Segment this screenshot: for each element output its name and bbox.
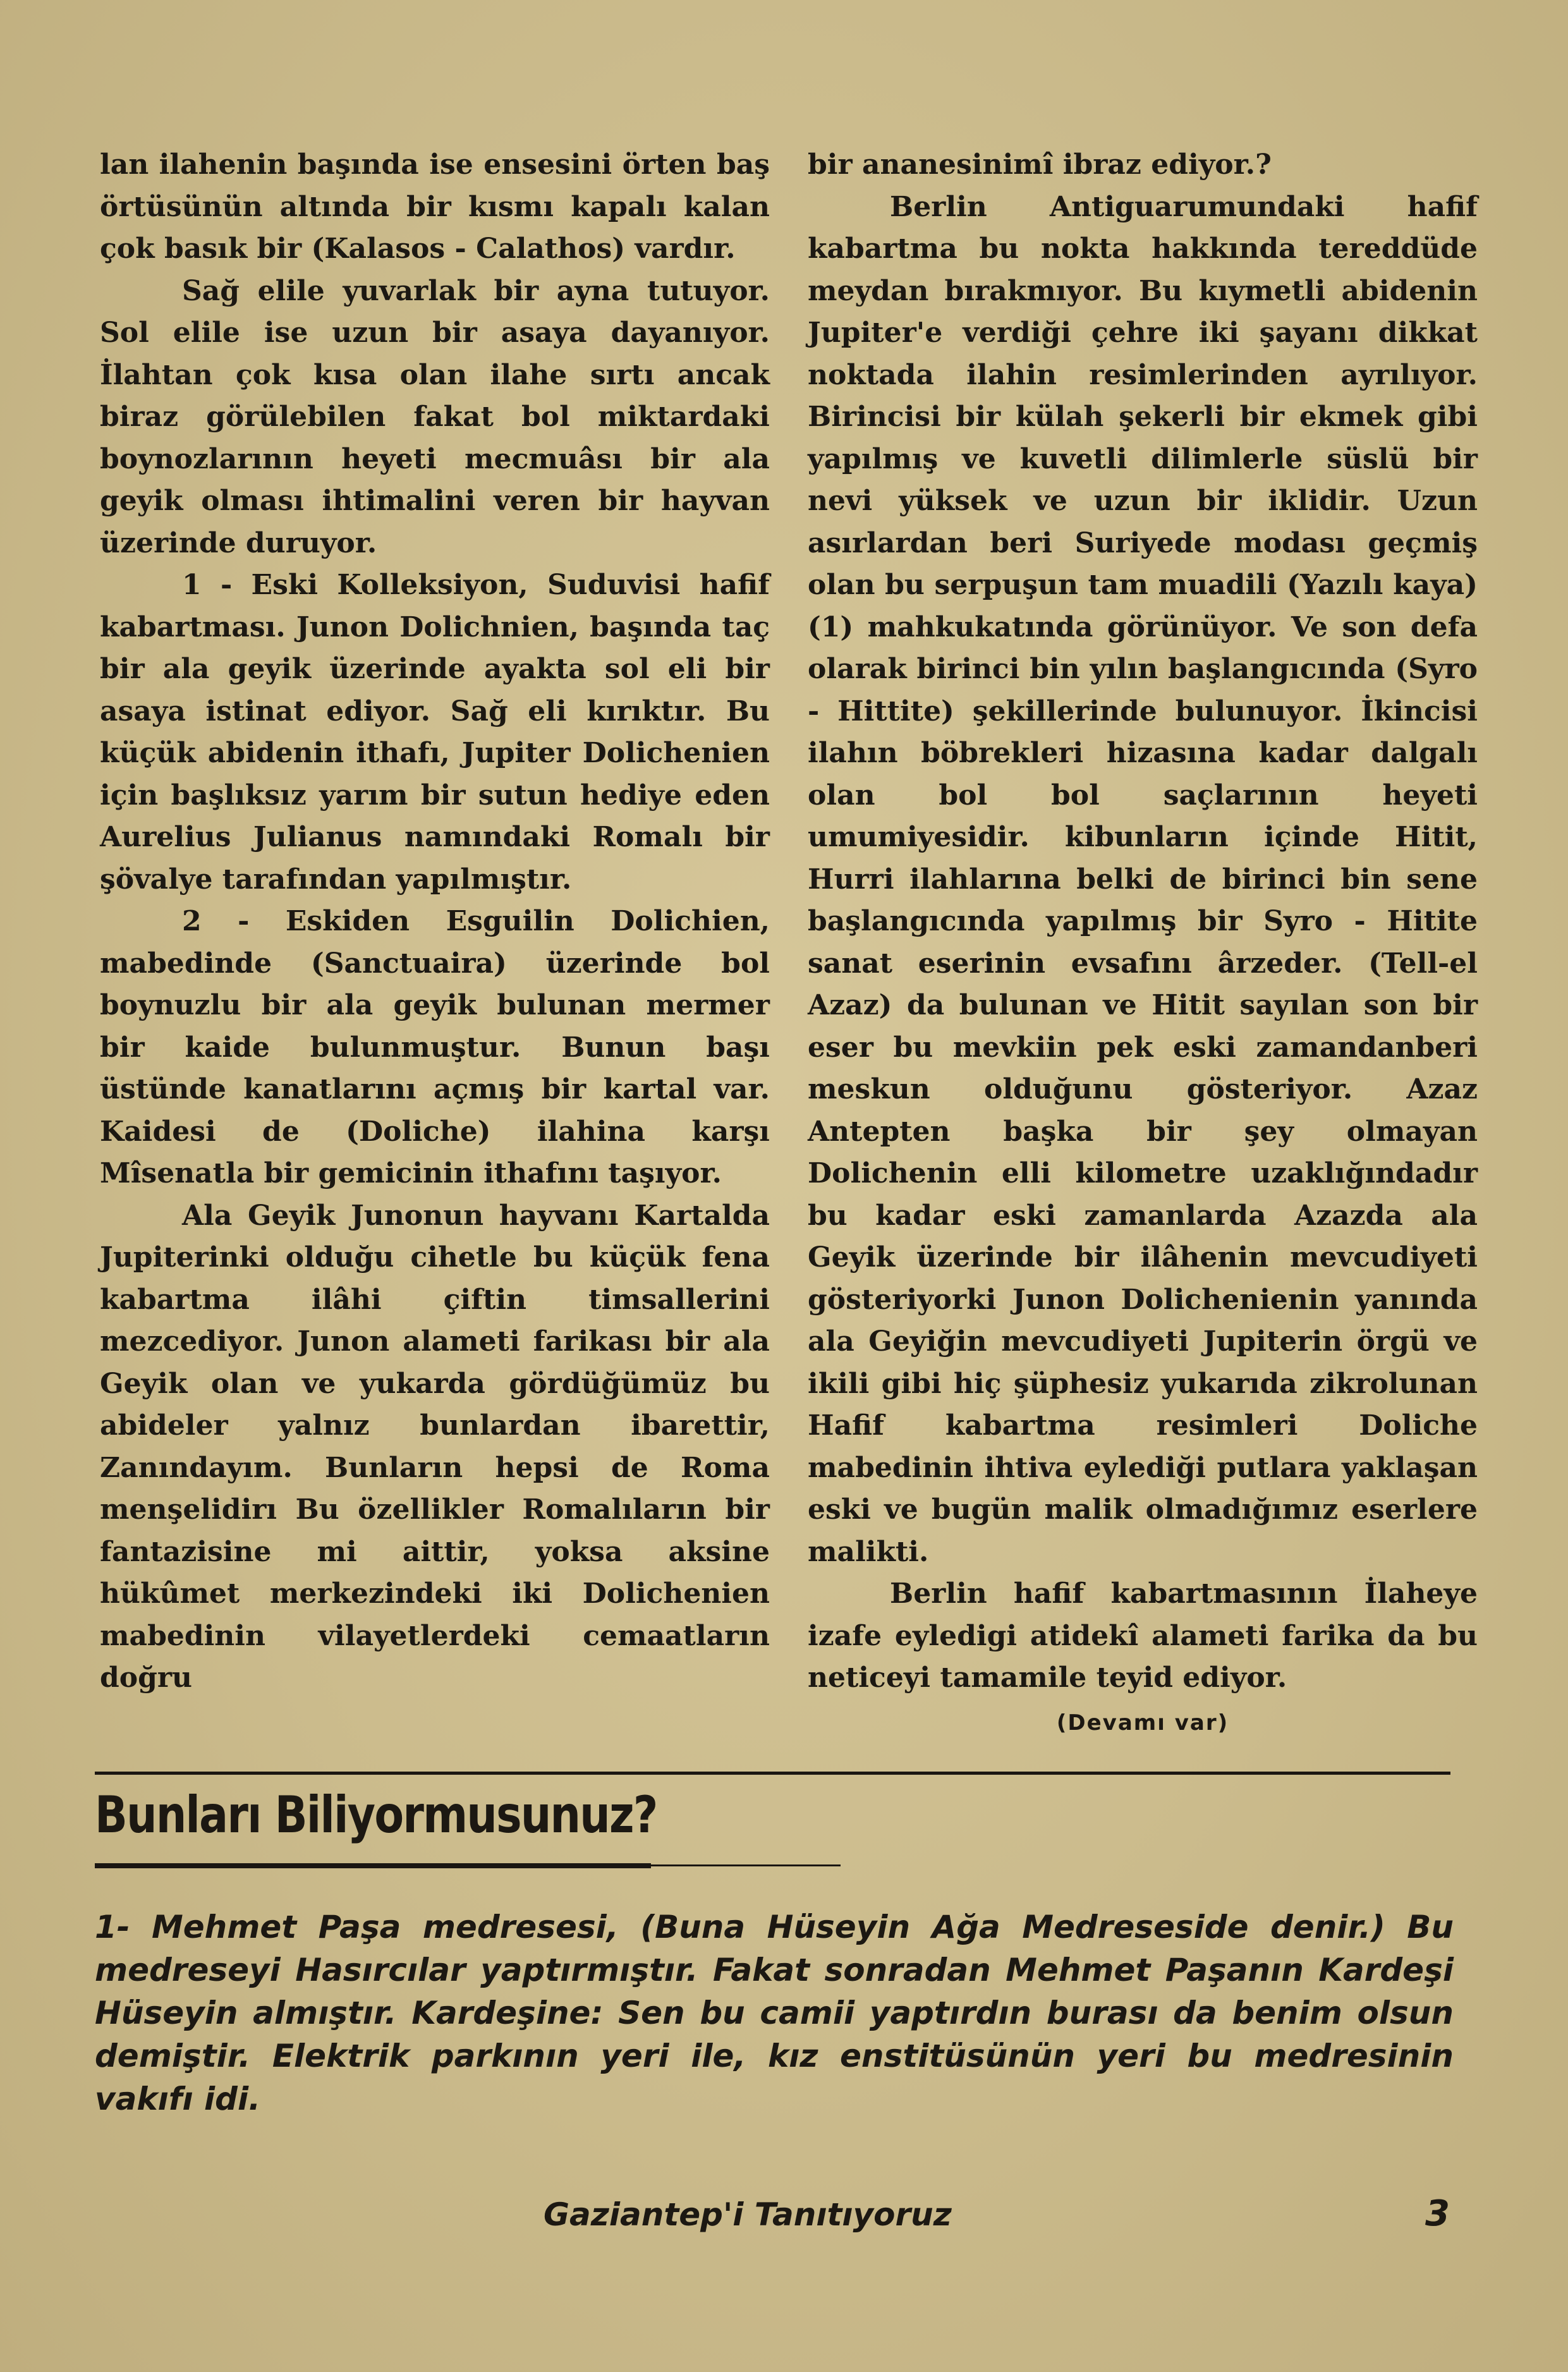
paragraph: 2 - Eskiden Esguilin Dolichien, mabedinde (Sanctuaira) üzerinde bol boynuzlu bir ala geyik bulunan mermer bir kaide bulunmuştur. Bunun başı üstünde kanatlarını açmış bir kartal var. Kaidesi de (Doliche) ilahina karşı Mîsenatla bir gemicinin ithafını taşıyor.	[100, 905, 770, 1189]
article-right-column	[808, 144, 1478, 1744]
footer-title: Gaziantep'i Tanıtıyoruz	[544, 2196, 952, 2233]
paragraph: Sağ elile yuvarlak bir ayna tutuyor. Sol elile ise uzun bir asaya dayanıyor. İlahtan çok kısa olan ilahe sırtı ancak biraz görülebilen fakat bol miktardaki boynozlarının heyeti mecmuâsı bir ala geyik olması ihtimalini veren bir hayvan üzerinde duruyor.	[100, 274, 770, 559]
paragraph: bir ananesinimî ibraz ediyor.?	[808, 149, 1272, 181]
paragraph: Berlin Antiguarumundaki hafif kabartma bu nokta hakkında tereddüde meydan bırakmıyor. Bu kıymetli abidenin Jupiter'e verdiği çehre iki şayanı dikkat noktada ilahin resimlerinden ayrılıyor. Birincisi bir külah şekerli bir ekmek gibi yapılmış ve kuvetli dilimlerle süslü bir nevi yüksek ve uzun bir iklidir. Uzun asırlardan beri Suriyede modası geçmiş olan bu serpuşun tam muadili (Yazılı kaya) (1) mahkukatında görünüyor. Ve son defa olarak birinci bin yılın başlangıcında (Syro - Hittite) şekillerinde bulunuyor. İkincisi ilahın böbrekleri hizasına kadar dalgalı olan bol bol saçlarının heyeti umumiyesidir. kibunların içinde Hitit, Hurri ilahlarına belki de birinci bin sene başlangıcında yapılmış bir Syro - Hitite sanat eserinin evsafını ârzeder. (Tell-el Azaz) da bulunan ve Hitit sayılan son bir eser bu mevkiin pek eski zamandanberi meskun olduğunu gösteriyor. Azaz Antepten başka bir şey olmayan Dolichenin elli kilometre uzaklığındadır bu kadar eski zamanlarda Azazda ala Geyik üzerinde bir ilâhenin mevcudiyeti gösteriyorki Junon Dolichenienin yanında ala Geyiğin mevcudiyeti Jupiterin örgü ve ikili gibi hiç şüphesiz yukarıda zikrolunan Hafif kabartma resimleri Doliche mabedinin ihtiva eylediği putlara yaklaşan eski ve bugün malik olmadığımız eserlere malikti.	[808, 190, 1478, 1568]
continued-note: (Devamı var)	[1056, 1710, 1229, 1736]
section-heading: Bunları Biliyormusunuz?	[95, 1785, 657, 1844]
page-number: 3	[1425, 2193, 1450, 2234]
trivia-text: 1- Mehmet Paşa medresesi, (Buna Hüseyin Ağa Medreseside denir.) Bu medreseyi Hasırcılar yaptırmıştır. Fakat sonradan Mehmet Paşanın Kardeşi Hüseyin almıştır. Kardeşine: Sen bu camii yaptırdın burası da benim olsun demiştir. Elektrik parkının yeri ile, kız enstitüsünün yeri bu medresinin vakıfı idi.	[95, 1909, 1454, 2117]
section-divider	[95, 1772, 1450, 1775]
heading-underline-thin	[651, 1864, 841, 1866]
paragraph: Ala Geyik Junonun hayvanı Kartalda Jupiterinki olduğu cihetle bu küçük fena kabartma ilâhi çiftin timsallerini mezcediyor. Junon alameti farikası bir ala Geyik olan ve yukarda gördüğümüz bu abideler yalnız bunlardan ibarettir, Zanındayım. Bunların hepsi de Roma menşelidirı Bu özellikler Romalıların bir fantazisine mi aittir, yoksa aksine hükûmet merkezindeki iki Dolichenien mabedinin vilayetlerdeki cemaatların doğru	[100, 1199, 770, 1694]
heading-underline	[95, 1863, 651, 1868]
paragraph: Berlin hafif kabartmasının İlaheye izafe eyledigi atidekî alameti farika da bu neticeyi tamamile teyid ediyor.	[808, 1578, 1478, 1694]
paragraph: 1 - Eski Kolleksiyon, Suduvisi hafif kabartması. Junon Dolichnien, başında taç bir ala geyik üzerinde ayakta sol eli bir asaya istinat ediyor. Sağ eli kırıktır. Bu küçük abidenin ithafı, Jupiter Dolichenien için başlıksız yarım bir sutun hediye eden Aurelius Julianus namındaki Romalı bir şövalye tarafından yapılmıştır.	[100, 569, 770, 896]
paragraph: lan ilahenin başında ise ensesini örten baş örtüsünün altında bir kısmı kapalı kalan çok basık bir (Kalasos - Calathos) vardır.	[100, 149, 770, 265]
article-left-column	[100, 144, 770, 1700]
